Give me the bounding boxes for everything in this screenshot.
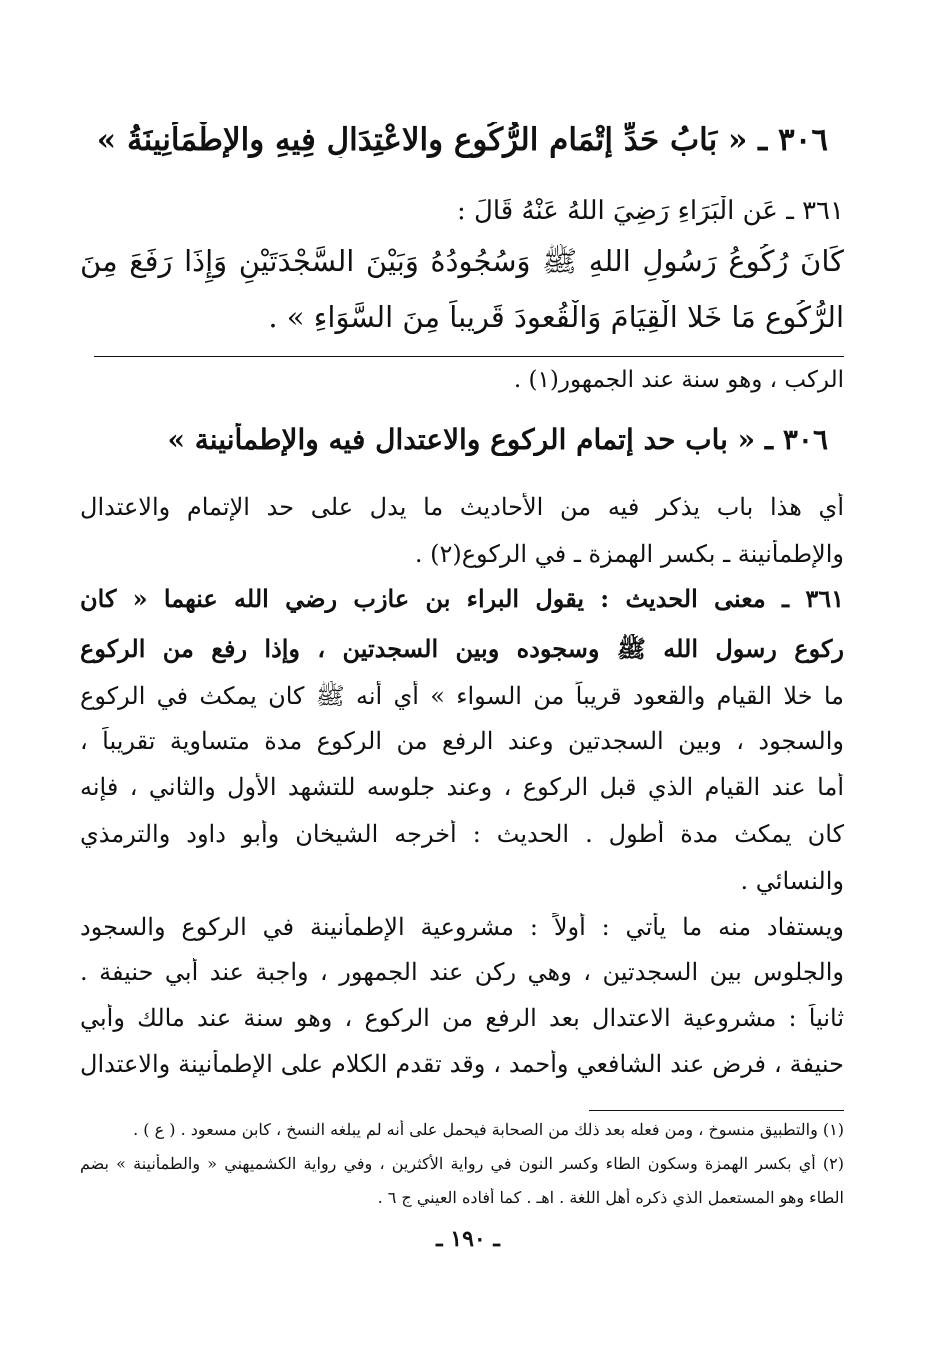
footnote: الطاء وهو المستعمل الذي ذكره أهل اللغة . اهـ . كما أفاده العيني ج ٦ . <box>377 1188 844 1207</box>
commentary-line: أي هذا باب يذكر فيه من الأحاديث ما يدل على حد الإتمام والاعتدال <box>80 493 844 521</box>
commentary-line: والسجود ، وبين السجدتين وعند الرفع من الركوع مدة متساوية تقريباً ، <box>80 727 844 755</box>
commentary-line: والإطمأنينة ـ بكسر الهمزة ـ في الركوع(٢) . <box>414 540 844 568</box>
section-separator <box>94 356 844 357</box>
footnote: (٢) أي بكسر الهمزة وسكون الطاء وكسر النون في رواية الأكثرين ، وفي رواية الكشميهني « والطمأنينة » بضم <box>80 1154 844 1173</box>
chapter-title: ٣٠٦ ـ « بَابُ حَدِّ إتْمَامِ الرُّكُوعِ والاعْتِدَالِ فِيهِ والإطْمَأْنِينَةُ » <box>96 122 828 158</box>
commentary-line: كان يمكث مدة أطول . الحديث : أخرجه الشيخان وأبو داود والترمذي <box>80 820 844 848</box>
hadith-text-line: كَانَ رُكُوعُ رَسُولِ اللهِ ﷺ وَسُجُودُهُ وَبَيْنَ السَّجْدَتَيْنِ وَإِذَا رَفَعَ مِنَ <box>80 244 844 278</box>
carried-over-line: الركب ، وهو سنة عند الجمهور(١) . <box>513 367 844 393</box>
commentary-line: أما عند القيام الذي قبل الركوع ، وعند جلوسه للتشهد الأول والثاني ، فإنه <box>80 773 844 801</box>
commentary-line: ٣٦١ ـ معنى الحديث : يقول البراء بن عازب رضي الله عنهما « كان <box>80 584 844 613</box>
hadith-narrator-line: ٣٦١ ـ عَنِ الْبَرَاءِ رَضِيَ اللهُ عَنْهُ قَالَ : <box>456 196 844 226</box>
footnote: (١) والتطبيق منسوخ ، ومن فعله بعد ذلك من الصحابة فيحمل على أنه لم يبلغه النسخ ، كابن مسعود . ( ع ) . <box>133 1120 844 1139</box>
commentary-line: ثانياً : مشروعية الاعتدال بعد الرفع من الركوع ، وهو سنة عند مالك وأبي <box>80 1004 844 1032</box>
commentary-line: حنيفة ، فرض عند الشافعي وأحمد ، وقد تقدم الكلام على الإطمأنينة والاعتدال <box>80 1050 844 1078</box>
commentary-line: ركوع رسول الله ﷺ وسجوده وبين السجدتين ، وإذا رفع من الركوع <box>80 634 844 663</box>
commentary-title: ٣٠٦ ـ « باب حد إتمام الركوع والاعتدال فيه والإطمأنينة » <box>167 423 828 456</box>
commentary-line: والجلوس بين السجدتين ، وهي ركن عند الجمهور ، واجبة عند أبي حنيفة . <box>80 958 844 986</box>
commentary-line: ما خلا القيام والقعود قريباً من السواء » أي أنه ﷺ كان يمكث في الركوع <box>80 682 844 710</box>
commentary-line: والنسائي . <box>740 867 844 895</box>
hadith-text-line: الرُّكُوعِ مَا خَلا الْقِيَامَ وَالْقُعودَ قَرِيباً مِنَ السَّوَاءِ » . <box>268 300 844 334</box>
footnote-separator <box>589 1110 844 1111</box>
page-number: ـ ١٩٠ ـ <box>436 1226 500 1252</box>
commentary-line: ويستفاد منه ما يأتي : أولاً : مشروعية الإطمأنينة في الركوع والسجود <box>80 913 844 941</box>
